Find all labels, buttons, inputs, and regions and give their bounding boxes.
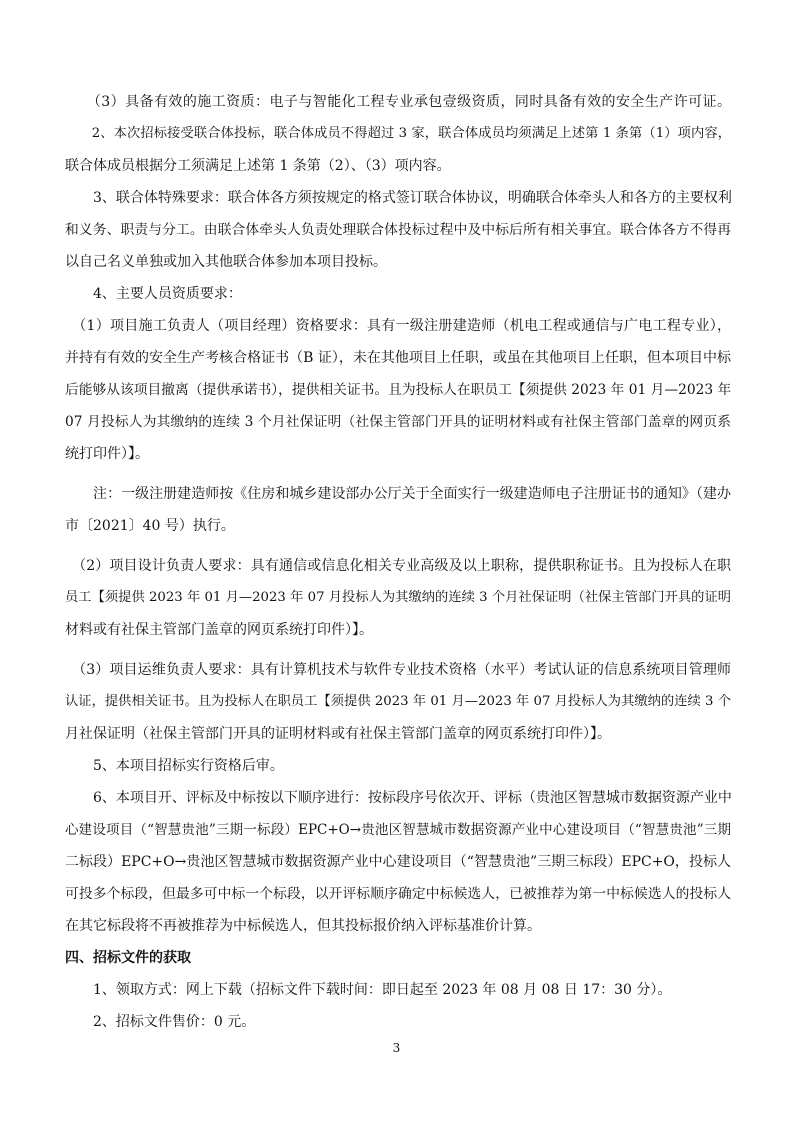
paragraph-line: 员工【须提供 2023 年 01 月—2023 年 07 月投标人为其缴纳的连续 3 个月社保证明（社保主管部门开具的证明 <box>65 590 731 605</box>
paragraph-line: （1）项目施工负责人（项目经理）资格要求：具有一级注册建造师（机电工程或通信与广电工程专业）， <box>65 318 731 334</box>
paragraph-line: 4、主要人员资质要求： <box>65 286 242 302</box>
paragraph-line: 07 月投标人为其缴纳的连续 3 个月社保证明（社保主管部门开具的证明材料或有社保主管部门盖章的网页系 <box>65 414 731 430</box>
paragraph-line: （3）具备有效的施工资质：电子与智能化工程专业承包壹级资质，同时具备有效的安全生产许可证。 <box>65 94 731 110</box>
paragraph-line: 和义务、职责与分工。由联合体牵头人负责处理联合体投标过程中及中标后所有相关事宜。联合体各方不得再 <box>65 222 731 238</box>
paragraph-line: 市〔2021〕40 号）执行。 <box>65 518 235 534</box>
paragraph-line: 并持有有效的安全生产考核合格证书（B 证），未在其他项目上任职，或虽在其他项目上任职，但本项目中标 <box>65 350 731 366</box>
paragraph-line: 3、联合体特殊要求：联合体各方须按规定的格式签订联合体协议，明确联合体牵头人和各方的主要权利 <box>65 190 732 206</box>
paragraph-line: 认证，提供相关证书。且为投标人在职员工【须提供 2023 年 01 月—2023 年 07 月投标人为其缴纳的连续 3 个 <box>65 694 731 709</box>
paragraph-line: 2、招标文件售价：0 元。 <box>65 1014 256 1030</box>
paragraph-line: 5、本项目招标实行资格后审。 <box>65 758 284 774</box>
paragraph-line: 心建设项目（“智慧贵池”三期一标段）EPC+O→贵池区智慧城市数据资源产业中心建设项目（“智慧贵池”三期 <box>65 822 731 838</box>
paragraph-line: 材料或有社保主管部门盖章的网页系统打印件）】。 <box>65 622 373 638</box>
paragraph-line: （3）项目运维负责人要求：具有计算机技术与软件专业技术资格（水平）考试认证的信息系统项目管理师 <box>65 662 731 678</box>
paragraph-line: 在其它标段将不再被推荐为中标候选人，但其投标报价纳入评标基准价计算。 <box>65 918 541 934</box>
paragraph-line: 可投多个标段，但最多可中标一个标段，以开评标顺序确定中标候选人，已被推荐为第一中标候选人的投标人 <box>65 886 731 902</box>
paragraph-line: 月社保证明（社保主管部门开具的证明材料或有社保主管部门盖章的网页系统打印件）】。 <box>65 726 611 742</box>
section-heading: 四、招标文件的获取 <box>65 950 191 966</box>
paragraph-line: 后能够从该项目撤离（提供承诺书），提供相关证书。且为投标人在职员工【须提供 2023 年 01 月—2023 年 <box>65 382 732 398</box>
paragraph-line: 统打印件）】。 <box>65 446 149 462</box>
page-number: 3 <box>392 1041 401 1055</box>
paragraph-line: 2、本次招标接受联合体投标，联合体成员不得超过 3 家，联合体成员均须满足上述第 1 条第（1）项内容， <box>65 126 731 141</box>
paragraph-line: 二标段）EPC+O→贵池区智慧城市数据资源产业中心建设项目（“智慧贵池”三期三标段）EPC+O，投标人 <box>65 854 731 870</box>
paragraph-line: 以自己名义单独或加入其他联合体参加本项目投标。 <box>65 254 387 270</box>
paragraph-line: 联合体成员根据分工须满足上述第 1 条第（2）、（3）项内容。 <box>65 158 451 174</box>
paragraph-line: 6、本项目开、评标及中标按以下顺序进行：按标段序号依次开、评标（贵池区智慧城市数据资源产业中 <box>65 790 732 806</box>
paragraph-line: 注：一级注册建造师按《住房和城乡建设部办公厅关于全面实行一级建造师电子注册证书的通知》（建办 <box>65 486 731 502</box>
paragraph-line: 1、领取方式：网上下载（招标文件下载时间：即日起至 2023 年 08 月 08 日 17：30 分）。 <box>65 982 672 998</box>
paragraph-line: （2）项目设计负责人要求：具有通信或信息化相关专业高级及以上职称，提供职称证书。且为投标人在职 <box>65 558 731 574</box>
